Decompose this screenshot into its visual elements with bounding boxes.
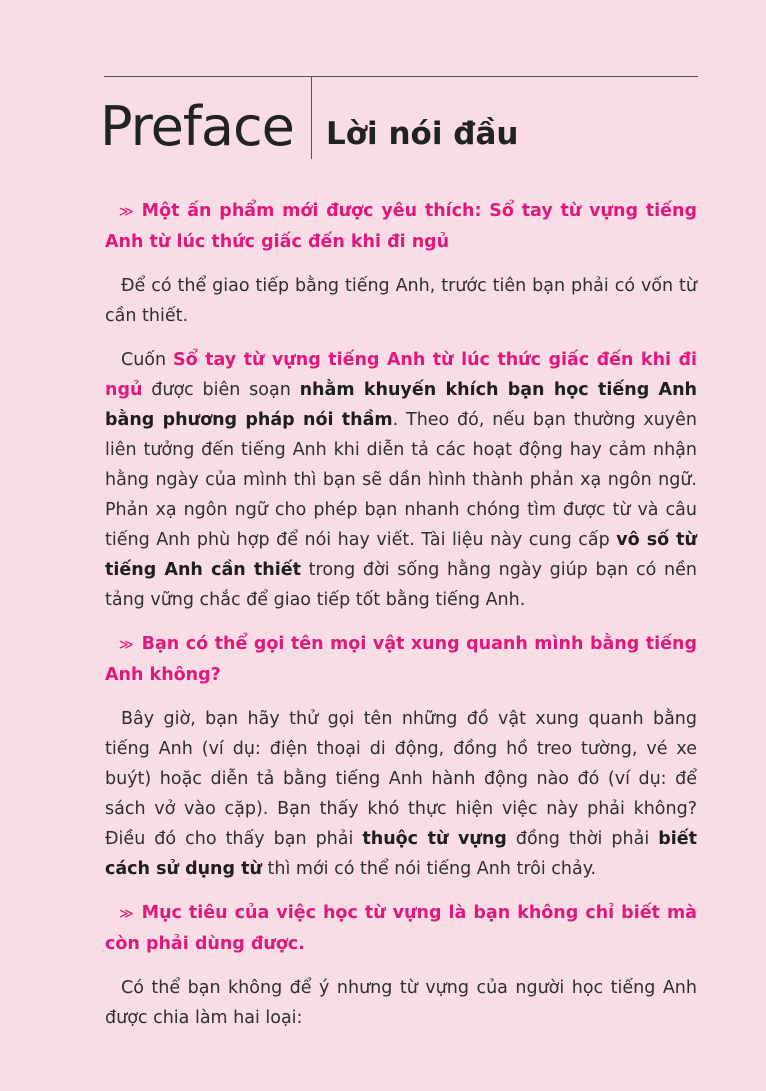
text-run: Cuốn xyxy=(121,350,174,370)
text-run: đồng thời phải xyxy=(506,829,659,849)
chevron-icon: ≫ xyxy=(119,204,134,220)
preface-body xyxy=(105,196,697,1047)
paragraph-1: Để có thể giao tiếp bằng tiếng Anh, trước tiên bạn phải có vốn từ cần thiết. xyxy=(105,276,697,326)
heading-text: Một ấn phẩm mới được yêu thích: Sổ tay từ vựng tiếng Anh từ lúc thức giấc đến khi đi ngủ xyxy=(105,201,697,252)
page-title-english: Preface xyxy=(100,95,294,158)
section-heading-1 xyxy=(105,196,697,257)
book-title: Sổ tay từ vựng tiếng Anh từ lúc thức giấc đến khi đi ngủ xyxy=(105,350,698,400)
bold-phrase: thuộc từ vựng xyxy=(362,829,507,849)
chevron-icon: ≫ xyxy=(119,906,134,922)
bold-phrase: vô số từ tiếng Anh cần thiết xyxy=(105,530,698,580)
text-run: thì mới có thể nói tiếng Anh trôi chảy. xyxy=(261,859,597,879)
bold-phrase: nhằm khuyến khích bạn học tiếng Anh bằng phương pháp nói thầm xyxy=(105,380,697,430)
page-title-vietnamese: Lời nói đầu xyxy=(326,116,519,152)
text-run: trong đời sống hằng ngày giúp bạn có nền tảng vững chắc để giao tiếp tốt bằng tiếng Anh. xyxy=(105,560,698,610)
title-top-rule xyxy=(104,76,698,77)
section-heading-3 xyxy=(105,898,697,959)
paragraph-3 xyxy=(105,704,697,884)
paragraph-2 xyxy=(105,345,697,615)
text-run: Bây giờ, bạn hãy thử gọi tên những đồ vật xung quanh bằng tiếng Anh (ví dụ: điện thoại di động, đồng hồ treo tường, vé xe buýt) hoặc diễn tả bằng tiếng Anh hành động nào đó (ví dụ: để sách vở vào cặp). Bạn thấy khó thực hiện việc này phải không? Điều đó cho thấy bạn phải xyxy=(105,709,697,849)
heading-text: Bạn có thể gọi tên mọi vật xung quanh mình bằng tiếng Anh không? xyxy=(105,634,697,685)
paragraph-4: Có thể bạn không để ý nhưng từ vựng của người học tiếng Anh được chia làm hai loại: xyxy=(105,978,697,1028)
title-divider xyxy=(311,77,312,159)
text-run: được biên soạn xyxy=(142,380,300,400)
heading-text: Mục tiêu của việc học từ vựng là bạn không chỉ biết mà còn phải dùng được. xyxy=(105,903,697,954)
bold-phrase: biết cách sử dụng từ xyxy=(105,829,697,879)
section-heading-2 xyxy=(105,629,697,690)
text-run: . Theo đó, nếu bạn thường xuyên liên tưởng đến tiếng Anh khi diễn tả các hoạt động hay cảm nhận hằng ngày của mình thì bạn sẽ dần hình thành phản xạ ngôn ngữ. Phản xạ ngôn ngữ cho phép bạn nhanh chóng tìm được từ và câu tiếng Anh phù hợp để nói hay viết. Tài liệu này cung cấp xyxy=(105,410,698,550)
chevron-icon: ≫ xyxy=(119,637,134,653)
